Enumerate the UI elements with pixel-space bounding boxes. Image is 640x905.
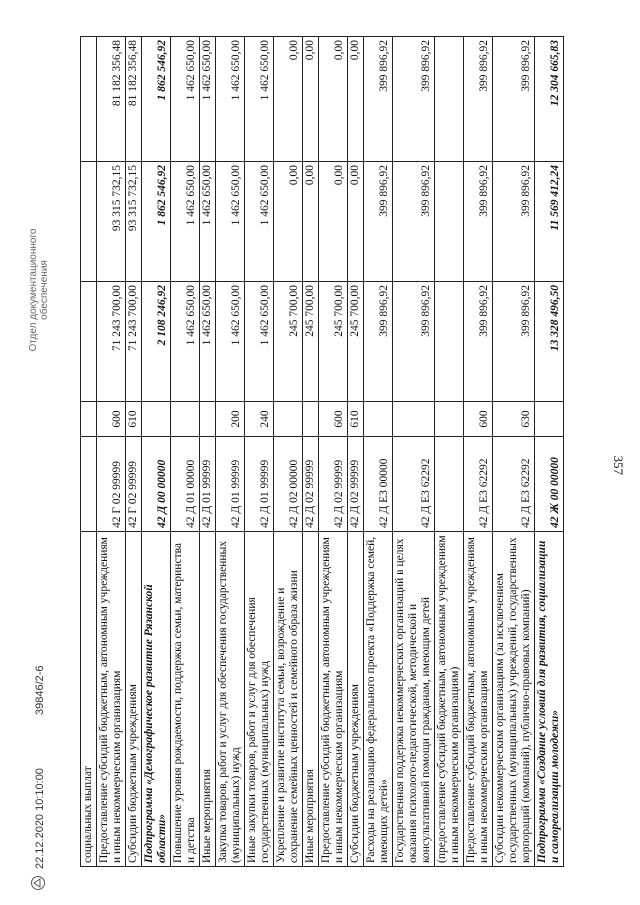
table-row: [393, 37, 435, 867]
row-vr-cell: 600: [464, 402, 493, 437]
row-value-2022-cell: 81 182 356,48: [97, 37, 126, 162]
row-value-2022-cell: 399 896,92: [364, 37, 393, 162]
row-name-cell: Предоставление субсидий бюджетным, автономным учреждениям и иным некоммерческим организациям: [464, 532, 493, 867]
row-value-2022-cell: 0,00: [319, 37, 348, 162]
table-row: [97, 37, 126, 867]
row-value-2021-cell: 0,00: [303, 162, 319, 282]
table-row: [364, 37, 393, 867]
row-name-cell: социальных выплат: [81, 532, 97, 867]
table-row: [303, 37, 319, 867]
table-body: [81, 37, 564, 867]
table-row: [274, 37, 303, 867]
row-code-cell: 42 Д 01 99999: [245, 437, 274, 532]
row-value-2020-cell: 245 700,00: [319, 282, 348, 402]
row-vr-cell: [274, 402, 303, 437]
row-vr-cell: [200, 402, 216, 437]
table-row: [435, 37, 464, 867]
row-value-2022-cell: [435, 37, 464, 162]
row-vr-cell: [364, 402, 393, 437]
row-value-2020-cell: 1 462 650,00: [216, 282, 245, 402]
table-row: [464, 37, 493, 867]
row-code-cell: 42 Д 02 99999: [319, 437, 348, 532]
row-vr-cell: [535, 402, 564, 437]
row-value-2021-cell: 93 315 732,15: [97, 162, 126, 282]
row-name-cell: Предоставление субсидий бюджетным, автономным учреждениям и иным некоммерческим организациям: [97, 532, 126, 867]
row-value-2021-cell: 1 862 546,92: [142, 162, 171, 282]
row-vr-cell: [81, 402, 97, 437]
row-code-cell: 42 Д 02 00000: [274, 437, 303, 532]
row-name-cell: Государственная поддержка некоммерческих организаций в целях оказания психолого-педагогической, методической и консультативной помощи гражданам, имеющим детей: [393, 532, 435, 867]
row-value-2020-cell: 13 328 496,50: [535, 282, 564, 402]
row-name-cell: Субсидии бюджетным учреждениям: [126, 532, 142, 867]
table-row: [126, 37, 142, 867]
table-row: [216, 37, 245, 867]
row-code-cell: 42 Д 01 99999: [216, 437, 245, 532]
row-vr-cell: [171, 402, 200, 437]
row-value-2022-cell: 1 462 650,00: [245, 37, 274, 162]
row-value-2021-cell: 0,00: [319, 162, 348, 282]
row-name-cell: Иные мероприятия: [303, 532, 319, 867]
row-value-2020-cell: 1 462 650,00: [200, 282, 216, 402]
row-value-2021-cell: 0,00: [274, 162, 303, 282]
row-value-2022-cell: 0,00: [274, 37, 303, 162]
table-row: [535, 37, 564, 867]
row-code-cell: 42 Д 00 00000: [142, 437, 171, 532]
row-value-2021-cell: 1 462 650,00: [171, 162, 200, 282]
row-name-cell: Закупка товаров, работ и услуг для обеспечения государственных (муниципальных) нужд: [216, 532, 245, 867]
table-row: [200, 37, 216, 867]
row-code-cell: 42 Д 02 99999: [348, 437, 364, 532]
row-value-2021-cell: 1 462 650,00: [245, 162, 274, 282]
row-vr-cell: [435, 402, 464, 437]
row-value-2022-cell: 0,00: [348, 37, 364, 162]
row-value-2020-cell: 1 462 650,00: [245, 282, 274, 402]
row-value-2022-cell: 399 896,92: [493, 37, 535, 162]
row-vr-cell: 200: [216, 402, 245, 437]
row-code-cell: 42 Д Е3 62292: [464, 437, 493, 532]
row-vr-cell: 600: [97, 402, 126, 437]
table-row: [171, 37, 200, 867]
row-value-2021-cell: 399 896,92: [364, 162, 393, 282]
table-row: [348, 37, 364, 867]
row-vr-cell: 240: [245, 402, 274, 437]
row-name-cell: Предоставление субсидий бюджетным, автономным учреждениям и иным некоммерческим организациям: [319, 532, 348, 867]
table-row: [142, 37, 171, 867]
row-value-2022-cell: 1 462 650,00: [216, 37, 245, 162]
row-value-2021-cell: 399 896,92: [493, 162, 535, 282]
row-vr-cell: 610: [126, 402, 142, 437]
document-system-logo-icon: [30, 875, 46, 891]
row-code-cell: 42 Д 01 00000: [171, 437, 200, 532]
row-value-2021-cell: 399 896,92: [393, 162, 435, 282]
row-value-2020-cell: [435, 282, 464, 402]
row-value-2020-cell: [81, 282, 97, 402]
table-row: [81, 37, 97, 867]
row-code-cell: 42 Ж 00 00000: [535, 437, 564, 532]
row-value-2022-cell: 81 182 356,48: [126, 37, 142, 162]
row-value-2022-cell: 1 462 650,00: [200, 37, 216, 162]
row-name-cell: (предоставление субсидий бюджетным, автономным учреждениям и иным некоммерческим организациям): [435, 532, 464, 867]
row-name-cell: Подпрограмма «Создание условий для развития, социализации и самореализации молодежи»: [535, 532, 564, 867]
row-value-2021-cell: 1 462 650,00: [216, 162, 245, 282]
row-code-cell: 42 Д Е3 62292: [393, 437, 435, 532]
page-number: 357: [611, 455, 626, 475]
row-code-cell: 42 Г 02 99999: [126, 437, 142, 532]
row-value-2021-cell: 1 462 650,00: [200, 162, 216, 282]
row-value-2021-cell: [81, 162, 97, 282]
row-vr-cell: [303, 402, 319, 437]
row-value-2022-cell: 399 896,92: [393, 37, 435, 162]
row-value-2021-cell: 399 896,92: [464, 162, 493, 282]
row-value-2021-cell: 0,00: [348, 162, 364, 282]
row-code-cell: 42 Д 01 99999: [200, 437, 216, 532]
row-value-2021-cell: [435, 162, 464, 282]
footer-doc-id: 39846/2-6: [34, 665, 46, 715]
row-name-cell: Иные мероприятия: [200, 532, 216, 867]
row-value-2022-cell: 0,00: [303, 37, 319, 162]
row-code-cell: 42 Д Е3 62292: [493, 437, 535, 532]
row-value-2020-cell: 245 700,00: [348, 282, 364, 402]
row-vr-cell: [142, 402, 171, 437]
table-row: [319, 37, 348, 867]
row-vr-cell: [393, 402, 435, 437]
row-name-cell: Иные закупки товаров, работ и услуг для обеспечения государственных (муниципальных) нужд: [245, 532, 274, 867]
row-value-2020-cell: 245 700,00: [303, 282, 319, 402]
row-value-2020-cell: 399 896,92: [493, 282, 535, 402]
table-row: [245, 37, 274, 867]
row-value-2022-cell: 12 304 665,83: [535, 37, 564, 162]
row-name-cell: Повышение уровня рождаемости, поддержка семьи, материнства и детства: [171, 532, 200, 867]
row-code-cell: 42 Г 02 99999: [97, 437, 126, 532]
row-name-cell: Субсидии бюджетным учреждениям: [348, 532, 364, 867]
row-code-cell: [81, 437, 97, 532]
stamp-line-2: обеспечения: [39, 260, 50, 320]
row-vr-cell: 600: [319, 402, 348, 437]
row-value-2022-cell: 1 862 546,92: [142, 37, 171, 162]
row-value-2020-cell: 245 700,00: [274, 282, 303, 402]
stamp-line-1: Отдел документационного: [28, 228, 39, 352]
row-value-2020-cell: 2 108 246,92: [142, 282, 171, 402]
row-code-cell: 42 Д 02 99999: [303, 437, 319, 532]
row-value-2020-cell: 399 896,92: [364, 282, 393, 402]
row-value-2021-cell: 93 315 732,15: [126, 162, 142, 282]
table-row: [493, 37, 535, 867]
row-value-2022-cell: [81, 37, 97, 162]
row-value-2022-cell: 399 896,92: [464, 37, 493, 162]
budget-table: [80, 36, 564, 867]
row-value-2022-cell: 1 462 650,00: [171, 37, 200, 162]
row-value-2020-cell: 1 462 650,00: [171, 282, 200, 402]
row-value-2020-cell: 399 896,92: [393, 282, 435, 402]
row-value-2020-cell: 71 243 700,00: [126, 282, 142, 402]
row-name-cell: Подпрограмма «Демографическое развитие Рязанской области»: [142, 532, 171, 867]
row-code-cell: [435, 437, 464, 532]
row-vr-cell: 610: [348, 402, 364, 437]
row-name-cell: Расходы на реализацию федерального проекта «Поддержка семей, имеющих детей»: [364, 532, 393, 867]
row-value-2020-cell: 399 896,92: [464, 282, 493, 402]
row-vr-cell: 630: [493, 402, 535, 437]
row-value-2020-cell: 71 243 700,00: [97, 282, 126, 402]
row-name-cell: Субсидии некоммерческим организациям (за исключением государственных (муниципальных) учреждений, государственных корпораций (компаний), публично-правовых компаний): [493, 532, 535, 867]
row-value-2021-cell: 11 569 412,24: [535, 162, 564, 282]
footer-date: 22.12.2020 10:10:00: [34, 768, 46, 869]
registry-stamp: [28, 215, 50, 365]
row-name-cell: Укрепление и развитие института семьи, возрождение и сохранение семейных ценностей и семейного образа жизни: [274, 532, 303, 867]
row-code-cell: 42 Д Е3 00000: [364, 437, 393, 532]
